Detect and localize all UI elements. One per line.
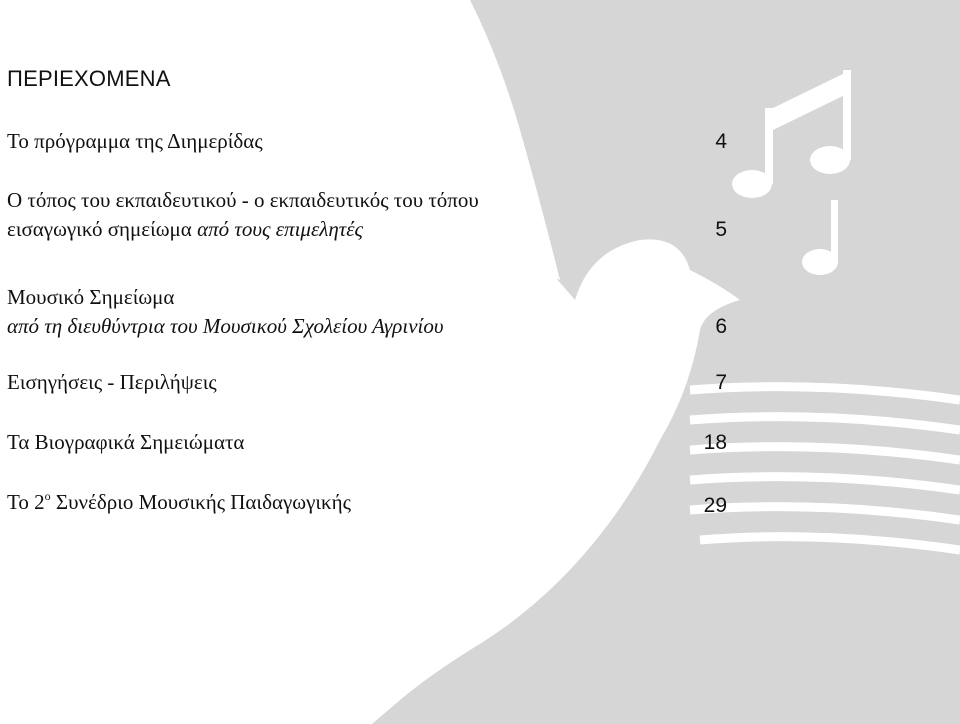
toc-entry-title: Τα Βιογραφικά Σημειώματα — [7, 430, 245, 454]
toc-entry-title: Μουσικό Σημείωμα — [7, 285, 175, 309]
toc-page-number: 4 — [715, 130, 727, 153]
toc-entry-conference[interactable] — [7, 488, 747, 520]
toc-page-number: 5 — [715, 218, 727, 241]
toc-entry-title — [7, 488, 747, 520]
toc-entry-presentations[interactable] — [7, 368, 747, 397]
toc-entry-subtitle-italic: από τη διευθύντρια του Μουσικού Σχολείου Αγρινίου — [7, 314, 444, 338]
toc-entry-title: Ο τόπος του εκπαιδευτικού - ο εκπαιδευτικός του τόπου — [7, 188, 479, 212]
toc-entry-programme[interactable] — [7, 127, 747, 156]
toc-page-number: 6 — [715, 315, 727, 338]
toc-page-number: 29 — [703, 494, 727, 517]
toc-entry-music-note[interactable] — [7, 283, 747, 341]
toc-entry-biographies[interactable] — [7, 428, 747, 457]
toc-entry-place[interactable] — [7, 186, 747, 244]
toc-page-number: 7 — [715, 371, 727, 394]
toc-entry-title-part: Το 2 — [7, 490, 45, 514]
toc-entry-subtitle-italic: από τους επιμελητές — [197, 217, 364, 241]
toc-entry-superscript: ο — [44, 489, 51, 503]
toc-entry-title: Το πρόγραμμα της Διημερίδας — [7, 129, 263, 153]
toc-entry-subtitle: εισαγωγικό σημείωμα — [7, 217, 198, 241]
toc-heading: ΠΕΡΙΕΧΟΜΕΝΑ — [7, 66, 171, 91]
toc-entry-title: Εισηγήσεις - Περιλήψεις — [7, 370, 217, 394]
toc-entry-title-part: Συνέδριο Μουσικής Παιδαγωγικής — [50, 490, 351, 514]
toc-page-number: 18 — [703, 431, 727, 454]
